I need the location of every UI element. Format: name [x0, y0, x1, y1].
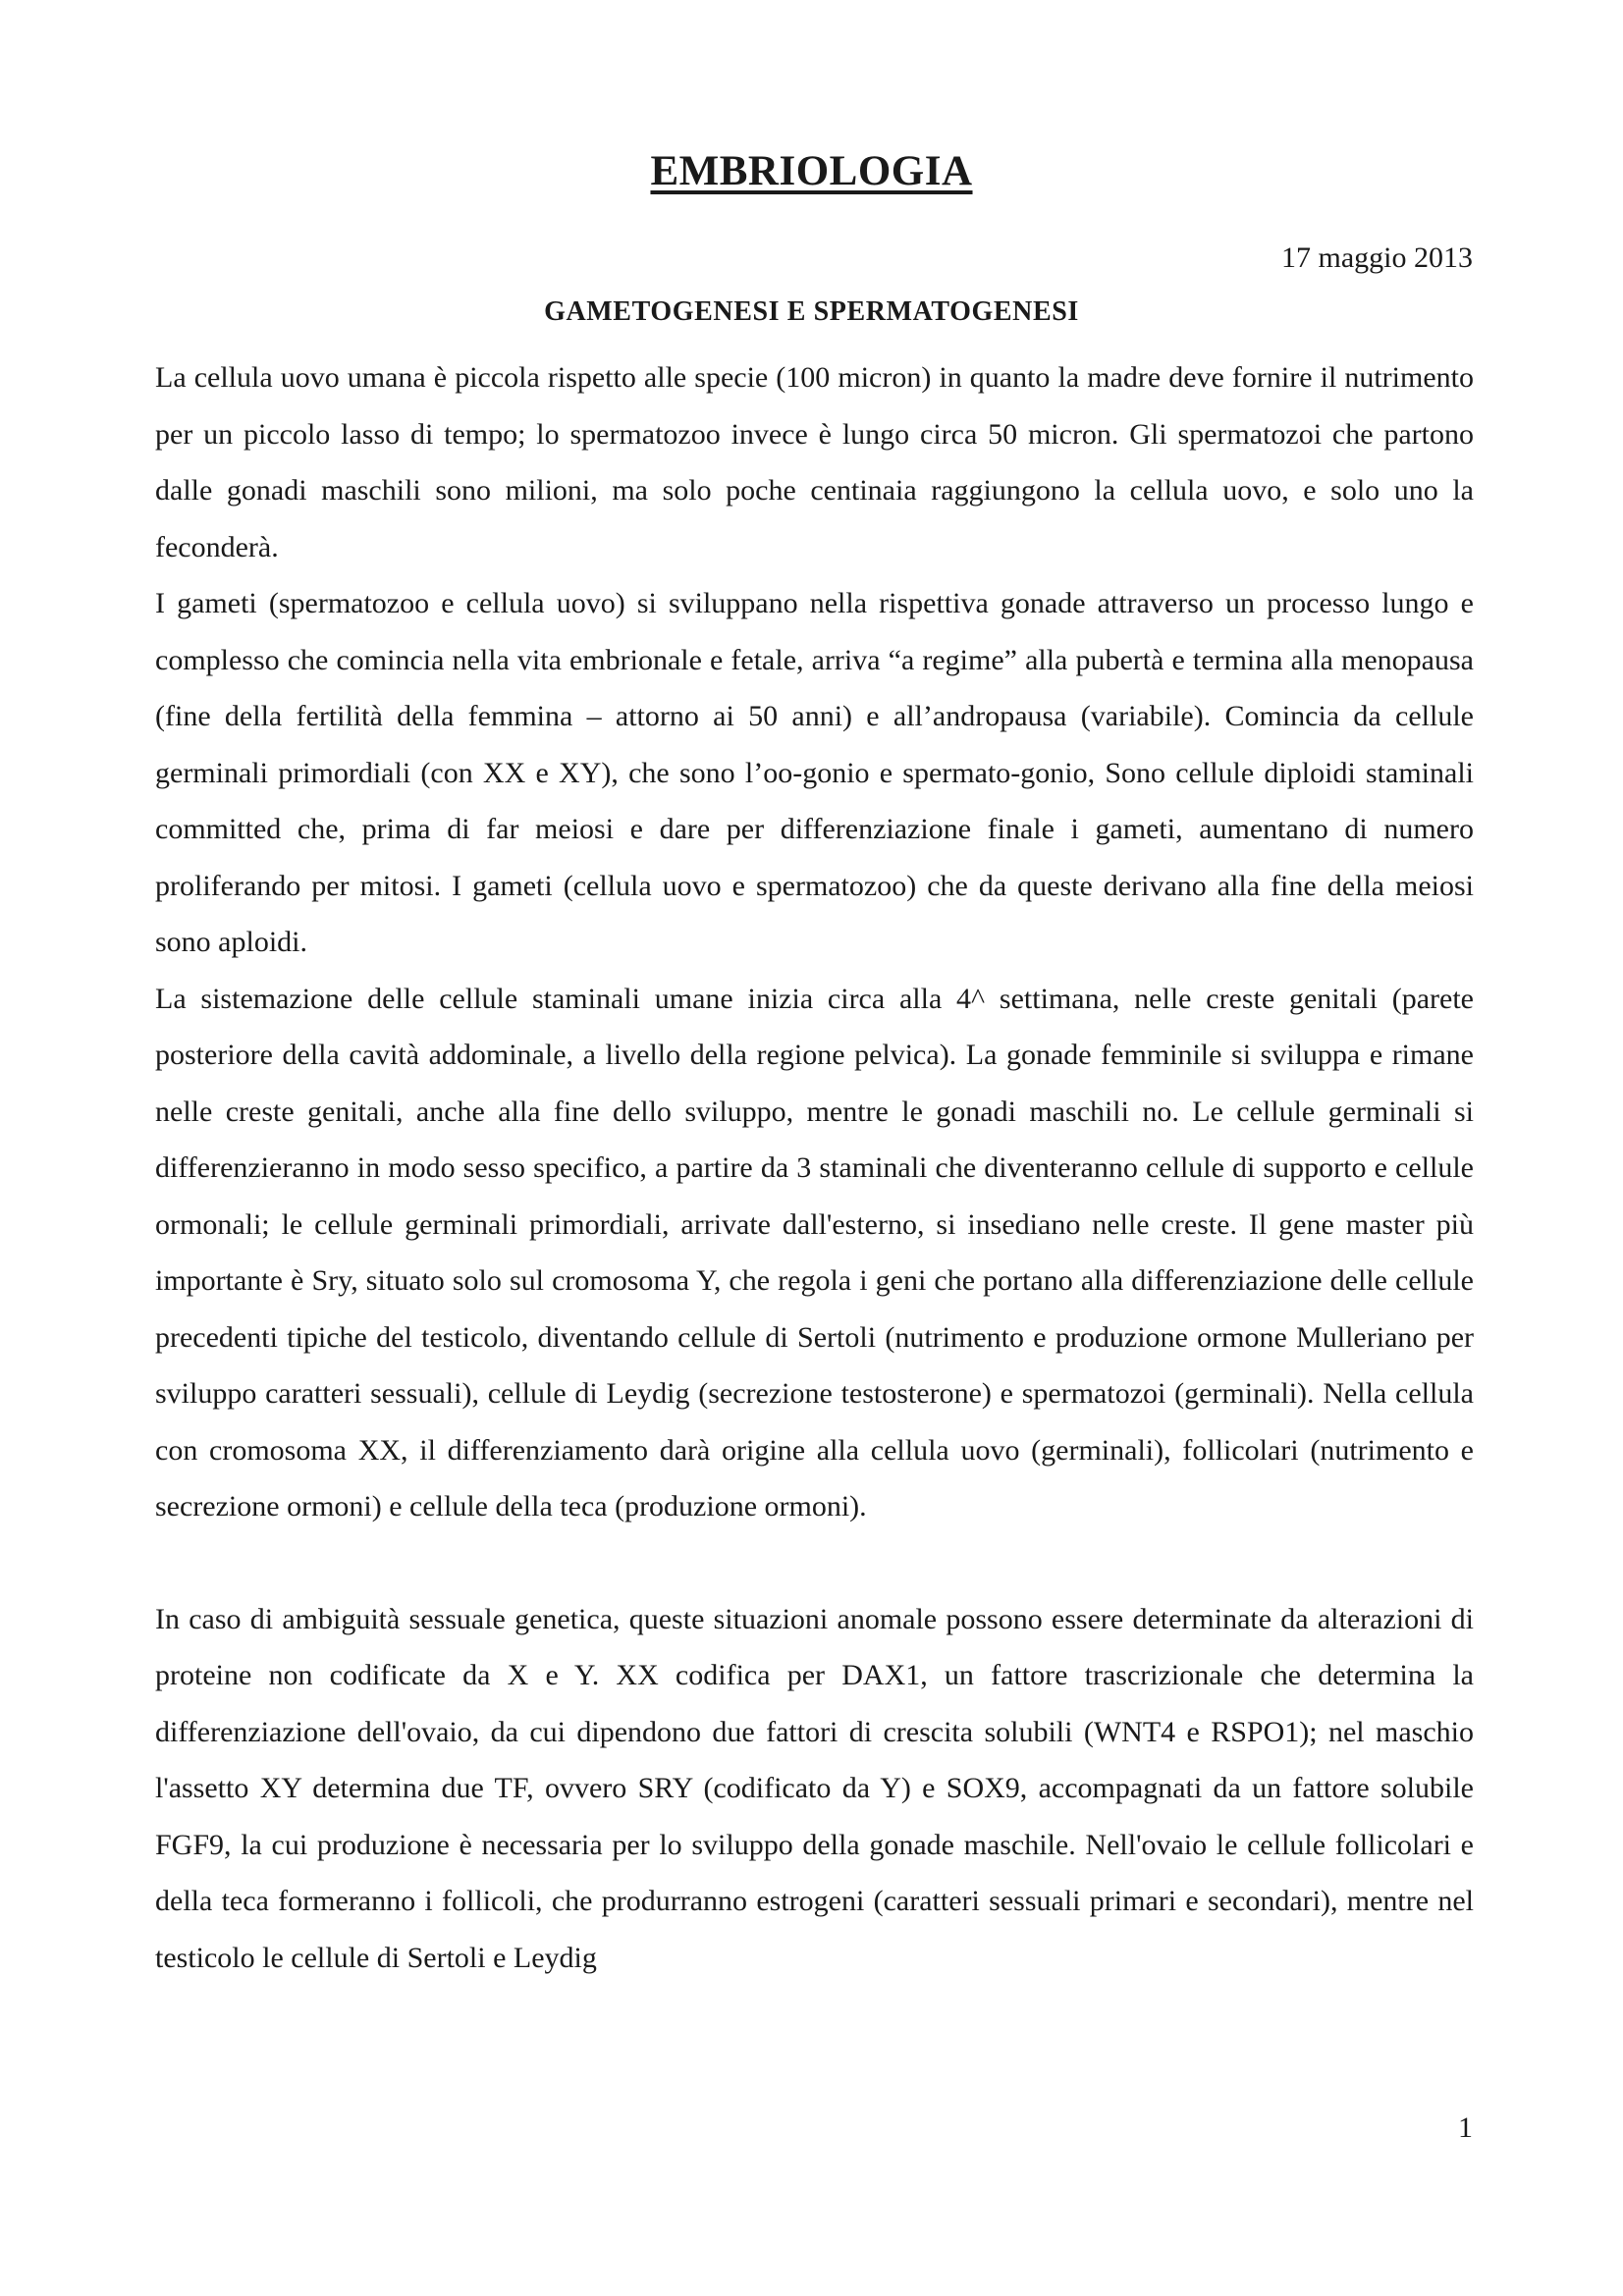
document-title: EMBRIOLOGIA: [650, 148, 973, 194]
paragraph-intro: La cellula uovo umana è piccola rispetto alle specie (100 micron) in quanto la madre deve fornire il nutrimento per un piccolo lasso di tempo; lo spermatozoo invece è lungo circa 50 micron. Gli spermatozoi che partono dalle gonadi maschili sono milioni, ma solo poche centinaia raggiungono la cellula uovo, e solo uno la feconderà.: [155, 361, 1474, 563]
paragraph-spacer: [155, 1535, 1474, 1591]
paragraph-gameti: I gameti (spermatozoo e cellula uovo) si sviluppano nella rispettiva gonade attraverso un processo lungo e complesso che comincia nella vita embrionale e fetale, arriva “a regime” alla pubertà e termina alla menopausa (fine della fertilità della femmina – attorno ai 50 anni) e all’andropausa (variabile). Comincia da cellule germinali primordiali (con XX e XY), che sono l’oo-gonio e spermato-gonio, Sono cellule diploidi staminali committed che, prima di far meiosi e dare per differenziazione finale i gameti, aumentano di numero proliferando per mitosi. I gameti (cellula uovo e spermatozoo) che da queste derivano alla fine della meiosi sono aploidi.: [155, 587, 1474, 958]
paragraph-ambiguita: In caso di ambiguità sessuale genetica, queste situazioni anomale possono essere determinate da alterazioni di proteine non codificate da X e Y. XX codifica per DAX1, un fattore trascrizionale che determina la differenziazione dell'ovaio, da cui dipendono due fattori di crescita solubili (WNT4 e RSPO1); nel maschio l'assetto XY determina due TF, ovvero SRY (codificato da Y) e SOX9, accompagnati da un fattore solubile FGF9, la cui produzione è necessaria per lo sviluppo della gonade maschile. Nell'ovaio le cellule follicolari e della teca formeranno i follicoli, che produrranno estrogeni (caratteri sessuali primari e secondari), mentre nel testicolo le cellule di Sertoli e Leydig: [155, 1602, 1474, 1974]
document-body: [155, 349, 1474, 1986]
document-date: 17 maggio 2013: [1281, 241, 1473, 274]
page-number: 1: [1458, 2111, 1473, 2144]
section-title: GAMETOGENESI E SPERMATOGENESI: [544, 296, 1079, 327]
paragraph-sistemazione: La sistemazione delle cellule staminali umane inizia circa alla 4^ settimana, nelle creste genitali (parete posteriore della cavità addominale, a livello della regione pelvica). La gonade femminile si sviluppa e rimane nelle creste genitali, anche alla fine dello sviluppo, mentre le gonadi maschili no. Le cellule germinali si differenzieranno in modo sesso specifico, a partire da 3 staminali che diventeranno cellule di supporto e cellule ormonali; le cellule germinali primordiali, arrivate dall'esterno, si insediano nelle creste. Il gene master più importante è Sry, situato solo sul cromosoma Y, che regola i geni che portano alla differenziazione delle cellule precedenti tipiche del testicolo, diventando cellule di Sertoli (nutrimento e produzione ormone Mulleriano per sviluppo caratteri sessuali), cellule di Leydig (secrezione testosterone) e spermatozoi (germinali). Nella cellula con cromosoma XX, il differenziamento darà origine alla cellula uovo (germinali), follicolari (nutrimento e secrezione ormoni) e cellule della teca (produzione ormoni).: [155, 982, 1474, 1522]
